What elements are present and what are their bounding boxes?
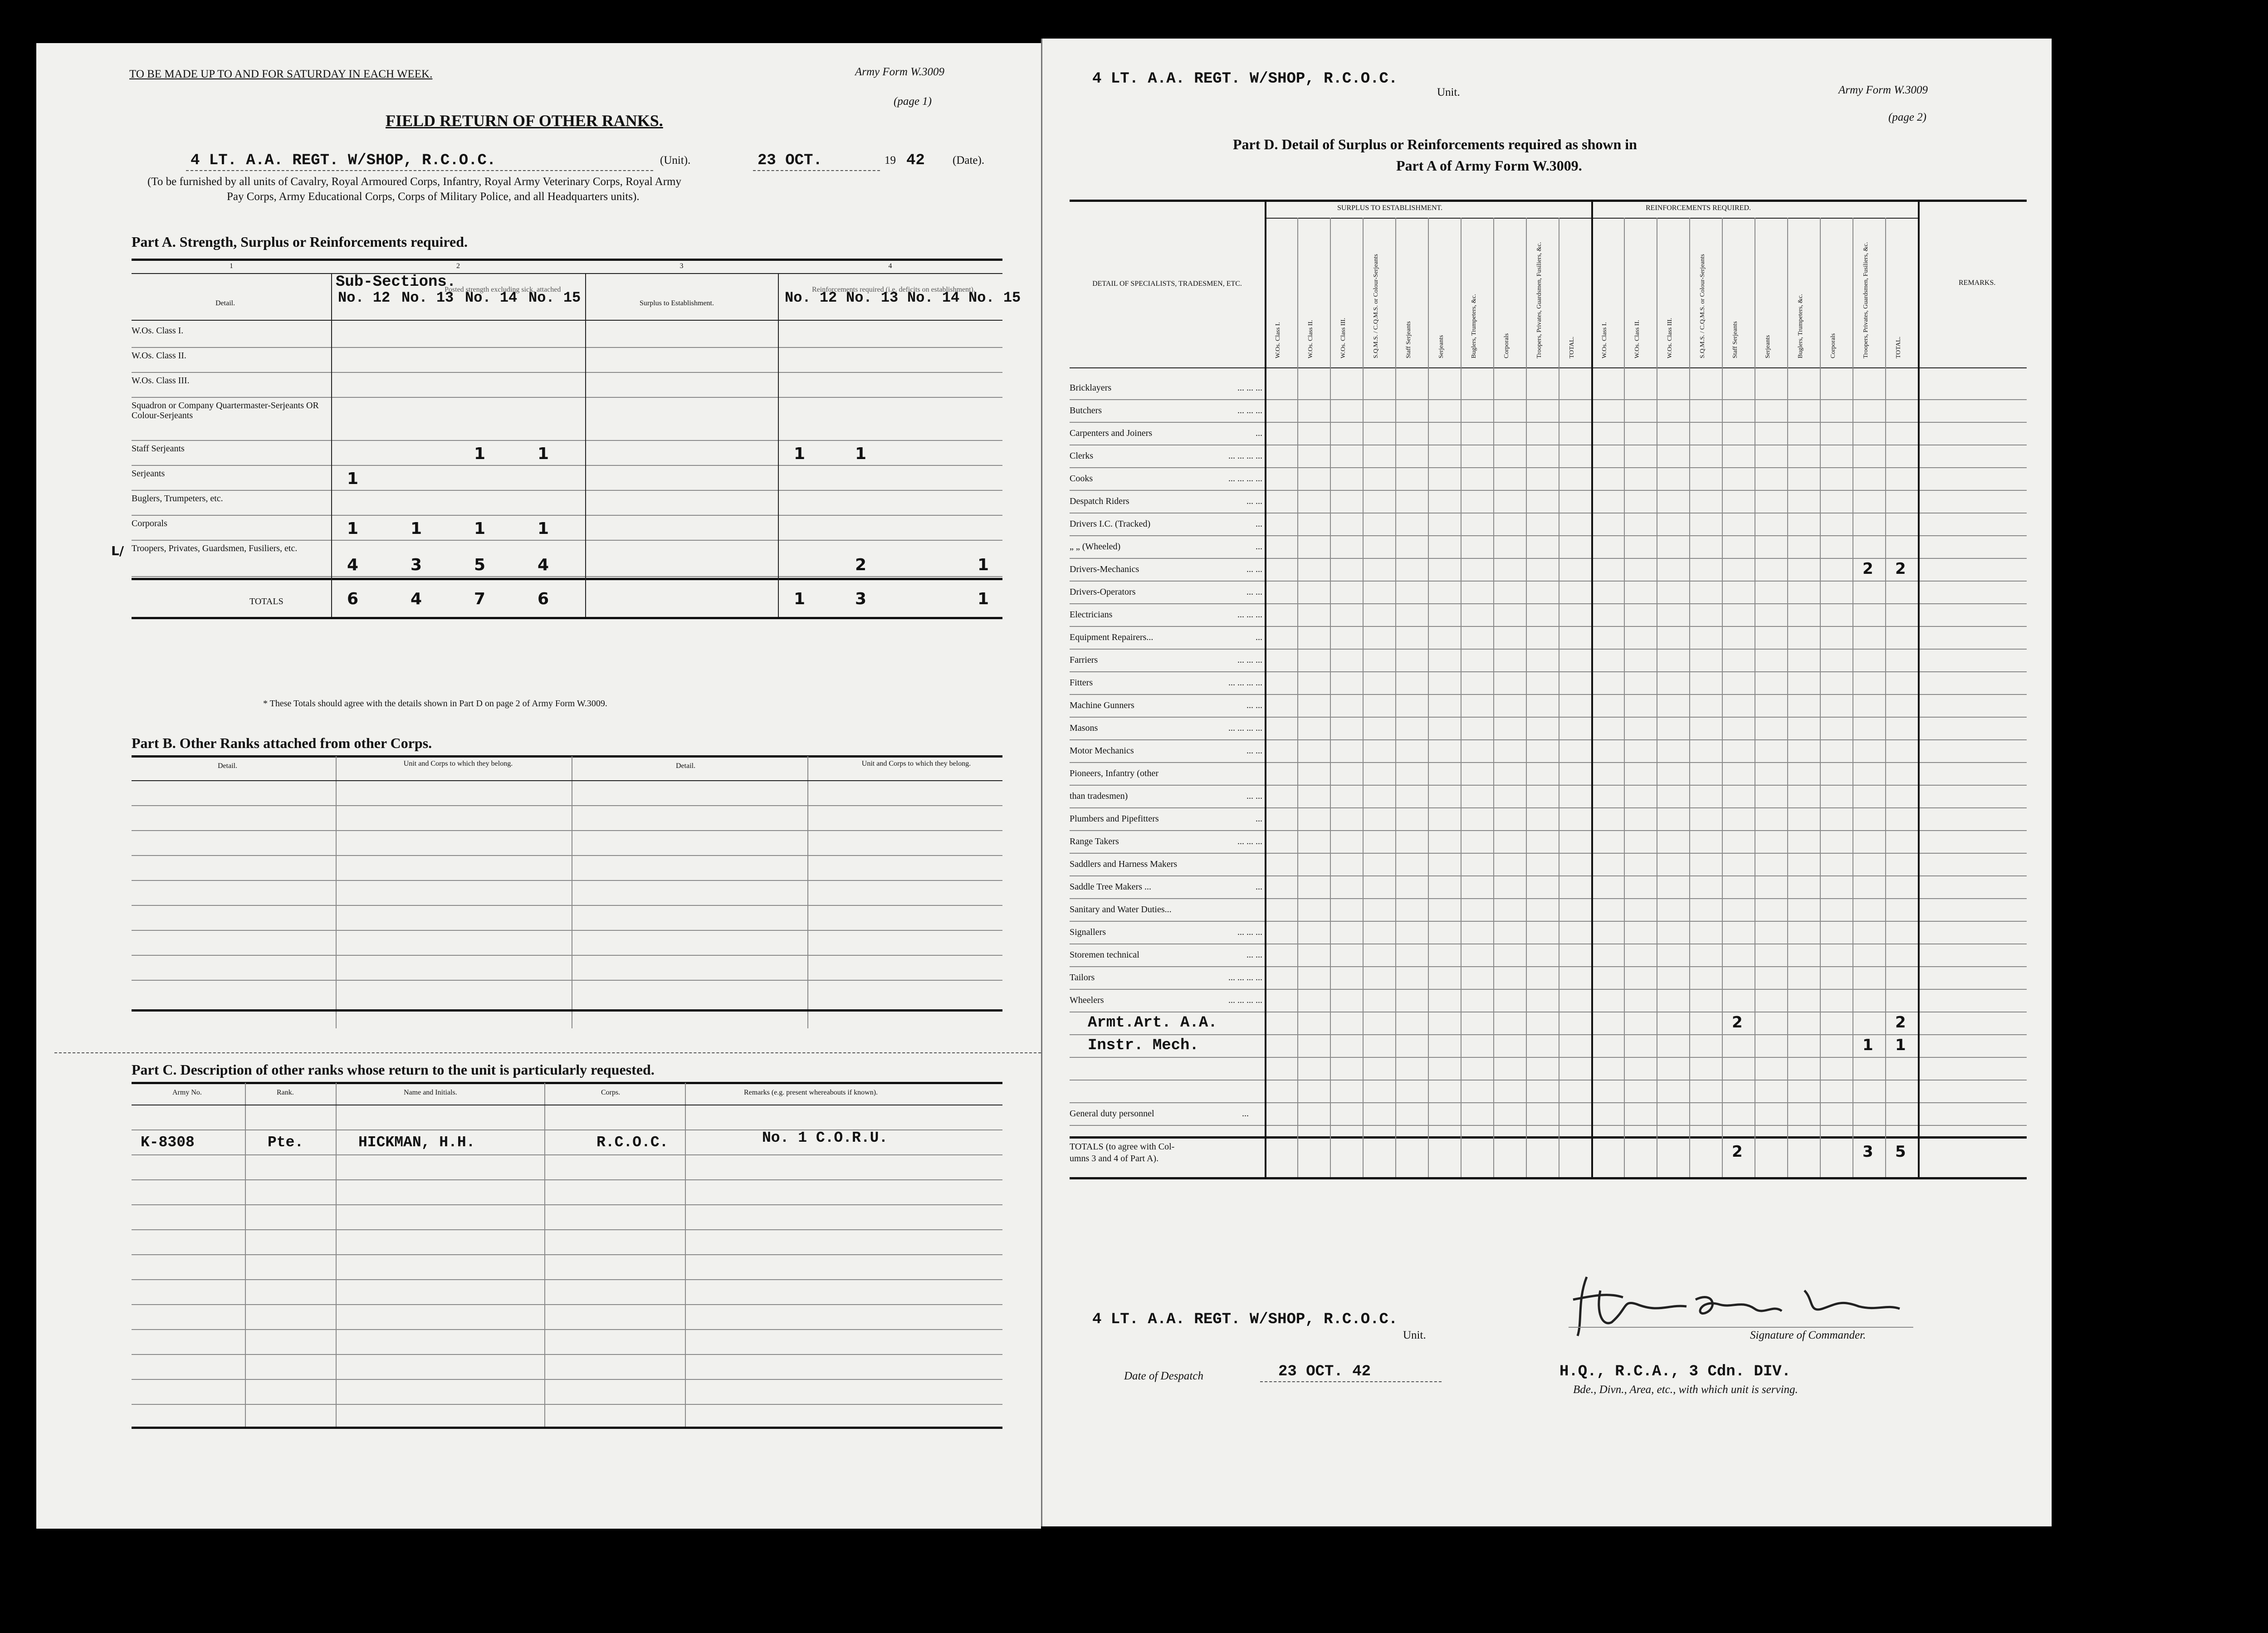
trade-dots: ... ... ... [1237, 655, 1262, 665]
part-d-row-rule [1070, 807, 2027, 808]
trade-dots: ... ... [1246, 496, 1262, 506]
part-d-row-rule [1070, 490, 2027, 491]
part-d-surplus-col-header: Troopers, Privates, Guardsmen, Fusiliers, &c. [1536, 242, 1543, 358]
despatch-label: Date of Despatch [1124, 1370, 1203, 1382]
trade-dots: ... [1256, 519, 1262, 529]
part-d-col-rule [1395, 218, 1396, 1177]
part-d-reinf-col-header: W.Os. Class I. [1601, 322, 1608, 358]
part-a-row-label: Serjeants [132, 469, 165, 479]
part-a-row-label: W.Os. Class II. [132, 351, 186, 361]
posted-strength-header: Posted strength excluding sick, attached [445, 286, 561, 293]
page2-unit-label: Unit. [1437, 86, 1460, 98]
part-d-col-rule [1330, 218, 1331, 1177]
part-a-row-rule [132, 465, 1002, 466]
part-c-row-rule [132, 1404, 1002, 1405]
part-d-surplus-col-header: Serjeants [1438, 335, 1445, 358]
trade-label: Equipment Repairers... [1070, 632, 1154, 642]
part-a-table [111, 259, 1021, 705]
part-d-reinf-col-header: S.Q.M.S. / C.Q.M.S. or Colour-Serjeants [1699, 254, 1706, 358]
form-page-1 [36, 43, 1041, 1529]
part-d-title-2: Part A of Army Form W.3009. [1396, 157, 1582, 174]
trade-dots: ... ... ... [1237, 406, 1262, 416]
part-a-reinforcement-value: 2 [855, 556, 867, 574]
part-d-row-rule [1070, 717, 2027, 718]
part-d-col-rule [1526, 218, 1527, 1177]
part-d-col-rule [1885, 218, 1886, 1177]
part-d-row-rule [1070, 467, 2027, 468]
unit-value: 4 LT. A.A. REGT. W/SHOP, R.C.O.C. [191, 152, 496, 169]
part-d-reinf-header: REINFORCEMENTS REQUIRED. [1646, 204, 1751, 212]
footer-unit-label: Unit. [1403, 1329, 1426, 1341]
part-d-col-rule [1820, 218, 1821, 1177]
part-d-col-rule [1722, 218, 1723, 1177]
part-d-row-rule [1070, 898, 2027, 899]
page-label: (page 1) [894, 95, 932, 108]
trade-label: Plumbers and Pipefitters [1070, 814, 1159, 824]
part-d-surplus-col-header: W.Os. Class II. [1307, 320, 1314, 358]
instruction-note-1: (To be furnished by all units of Cavalry, Royal Armoured Corps, Infantry, Royal Army Veterinary Corps, Royal Army [147, 176, 681, 188]
part-c-row-rule [132, 1279, 1002, 1280]
trade-label: than tradesmen) [1070, 791, 1128, 801]
part-d-row-rule [1070, 762, 2027, 763]
trade-dots: ... [1256, 542, 1262, 552]
trade-label: Masons [1070, 723, 1098, 733]
part-d-cell-value: 1 [1895, 1036, 1906, 1054]
part-c-name: HICKMAN, H.H. [358, 1134, 475, 1151]
form-number: Army Form W.3009 [855, 66, 944, 78]
part-b-row-rule [132, 855, 1002, 856]
part-d-surplus-col-header: W.Os. Class I. [1275, 322, 1281, 358]
part-d-cell-value: 2 [1862, 560, 1873, 578]
trade-dots: ... ... [1246, 791, 1262, 801]
part-d-reinf-col-header: Buglers, Trumpeters, &c. [1797, 294, 1804, 358]
sub-section-number: No. 12 [785, 289, 837, 306]
part-a-posted-value: 4 [347, 556, 359, 574]
part-a-row-label: Corporals [132, 518, 167, 528]
part-d-row-rule [1070, 671, 2027, 672]
trade-label: Signallers [1070, 927, 1106, 937]
trade-dots: ... ... ... [1237, 836, 1262, 846]
despatch-value: 23 OCT. 42 [1278, 1363, 1371, 1380]
date-label: (Date). [953, 154, 985, 166]
part-d-col-rule [1591, 200, 1593, 1177]
part-d-cell-value: 2 [1895, 560, 1906, 578]
part-a-row-rule [132, 576, 1002, 577]
part-d-row-rule [1070, 966, 2027, 967]
part-b-row-rule [132, 955, 1002, 956]
trade-dots: ... ... ... ... [1228, 451, 1262, 461]
part-d-row-rule [1070, 921, 2027, 922]
part-c-row-rule [132, 1229, 1002, 1230]
trade-dots: ... [1256, 632, 1262, 642]
part-d-row-rule [1070, 626, 2027, 627]
trade-label: Sanitary and Water Duties... [1070, 905, 1172, 914]
part-a-posted-value: 1 [538, 519, 549, 538]
part-d-cell-value: 1 [1862, 1036, 1873, 1054]
part-d-row-rule [1070, 1102, 2027, 1103]
part-a-reinforcement-value: 1 [794, 445, 806, 463]
part-a-row-label: Troopers, Privates, Guardsmen, Fusiliers, etc. [132, 543, 298, 553]
part-c-rank: Pte. [268, 1134, 304, 1151]
date-day-month: 23 OCT. [758, 152, 822, 169]
part-d-title-1: Part D. Detail of Surplus or Reinforcements required as shown in [1233, 136, 1637, 152]
part-a-posted-value: 4 [538, 556, 549, 574]
part-b-header-detail-2: Detail. [676, 762, 696, 770]
trade-dots: ... ... [1246, 700, 1262, 710]
part-a-posted-value: 1 [538, 445, 549, 463]
part-b-row-rule [132, 830, 1002, 831]
part-d-total-value: 2 [1732, 1143, 1743, 1161]
part-c-row-rule [132, 1154, 1002, 1155]
part-a-row-rule [132, 372, 1002, 373]
part-a-posted-value: 1 [474, 519, 486, 538]
part-c-corps: R.C.O.C. [596, 1134, 669, 1151]
part-d-surplus-col-header: TOTAL. [1569, 336, 1575, 358]
part-a-col-rule [778, 273, 779, 617]
date-year: 42 [906, 152, 925, 169]
part-d-row-rule [1070, 603, 2027, 604]
trade-label: Saddlers and Harness Makers [1070, 859, 1178, 869]
part-a-total-reinforcement: 1 [794, 590, 806, 608]
part-a-col-rule [331, 273, 332, 617]
part-a-col-number: 1 [230, 262, 233, 270]
part-c-row-rule [132, 1379, 1002, 1380]
part-c-row-rule [132, 1329, 1002, 1330]
part-d-remarks-header: REMARKS. [1959, 279, 1996, 287]
part-d-surplus-col-header: Staff Serjeants [1405, 321, 1412, 358]
part-d-col-rule [1297, 218, 1298, 1177]
trade-dots: ... ... [1246, 950, 1262, 960]
part-d-row-rule [1070, 581, 2027, 582]
part-d-row-rule [1070, 785, 2027, 786]
part-a-col-rule [585, 273, 586, 617]
part-d-row-rule [1070, 535, 2027, 536]
page2-form-number: Army Form W.3009 [1838, 84, 1928, 96]
part-c-header-rank: Rank. [277, 1089, 294, 1096]
part-d-col-rule [1918, 200, 1920, 1177]
part-d-reinf-col-header: Serjeants [1765, 335, 1771, 358]
part-d-detail-header: DETAIL OF SPECIALISTS, TRADESMEN, ETC. [1092, 280, 1242, 288]
trade-label: „ „ (Wheeled) [1070, 542, 1121, 552]
part-d-reinf-col-header: TOTAL. [1895, 336, 1902, 358]
formation-label: Bde., Divn., Area, etc., with which unit is serving. [1573, 1384, 1798, 1396]
trade-label: Pioneers, Infantry (other [1070, 768, 1159, 778]
trade-dots: ... [1256, 814, 1262, 824]
part-a-row-rule [132, 347, 1002, 348]
trade-label: Wheelers [1070, 995, 1104, 1005]
trade-label: Motor Mechanics [1070, 746, 1134, 756]
part-d-reinf-col-header: W.Os. Class II. [1634, 320, 1641, 358]
part-a-posted-value: 1 [347, 519, 359, 538]
part-a-total-reinforcement: 3 [855, 590, 867, 608]
part-a-top-rule [132, 259, 1002, 261]
part-d-reinf-col-header: Corporals [1830, 333, 1837, 358]
part-a-bottom-rule [132, 617, 1002, 619]
part-a-row-rule [132, 490, 1002, 491]
part-d-row-rule [1070, 694, 2027, 695]
part-d-row-rule [1070, 1125, 2027, 1126]
trade-dots: ... ... ... ... [1228, 995, 1262, 1005]
part-a-posted-value: 5 [474, 556, 486, 574]
trade-dots: ... [1256, 428, 1262, 438]
part-a-total-posted: 6 [347, 590, 359, 608]
part-d-row-rule [1070, 422, 2027, 423]
sub-sections-label: Sub-Sections. [336, 274, 456, 291]
trade-label: Despatch Riders [1070, 496, 1129, 506]
sub-section-number: No. 14 [465, 289, 518, 306]
part-a-total-posted: 4 [411, 590, 422, 608]
form-title: FIELD RETURN OF OTHER RANKS. [386, 112, 663, 130]
trade-label: Carpenters and Joiners [1070, 428, 1153, 438]
part-d-total-value: 5 [1895, 1143, 1906, 1161]
part-a-row-label: W.Os. Class I. [132, 326, 184, 336]
trade-label: Tailors [1070, 973, 1095, 983]
sub-section-number: No. 13 [846, 289, 899, 306]
part-d-surplus-col-header: Corporals [1503, 333, 1510, 358]
sub-section-number: No. 13 [401, 289, 454, 306]
form-page-2 [1041, 39, 2052, 1526]
part-d-col-rule [1493, 218, 1494, 1177]
trade-dots: ... ... ... [1237, 927, 1262, 937]
trade-label: Storemen technical [1070, 950, 1139, 960]
part-a-total-reinforcement: 1 [978, 590, 989, 608]
part-b-title: Part B. Other Ranks attached from other Corps. [132, 735, 432, 751]
part-c-row-rule [132, 1304, 1002, 1305]
part-d-col-rule [1787, 218, 1788, 1177]
part-d-col-rule [1428, 218, 1429, 1177]
part-a-title: Part A. Strength, Surplus or Reinforcements required. [132, 234, 468, 250]
part-a-reinforcement-value: 1 [978, 556, 989, 574]
instruction-note-2: Pay Corps, Army Educational Corps, Corps of Military Police, and all Headquarters units). [227, 191, 640, 203]
part-b-row-rule [132, 980, 1002, 981]
formation-value: H.Q., R.C.A., 3 Cdn. DIV. [1559, 1363, 1791, 1380]
part-c-header-name: Name and Initials. [404, 1089, 457, 1096]
part-a-row-label: Buglers, Trumpeters, etc. [132, 494, 223, 504]
part-d-row-rule [1070, 853, 2027, 854]
part-d-bottom-rule [1070, 1177, 2027, 1179]
part-b-header-unit-1: Unit and Corps to which they belong. [403, 760, 513, 768]
part-a-detail-header: Detail. [215, 299, 235, 307]
part-a-subheader-rule [132, 320, 1002, 321]
part-a-col-number: 2 [456, 262, 460, 270]
trade-dots: ... ... [1246, 587, 1262, 597]
part-d-col-rule [1624, 218, 1625, 1177]
part-d-row-rule [1070, 1057, 2027, 1058]
part-d-surplus-col-header: W.Os. Class III. [1340, 318, 1347, 358]
part-a-row-label: Staff Serjeants [132, 444, 185, 454]
reinforcements-header: Reinforcements required (i.e. deficits on establishment). [812, 286, 975, 293]
trade-dots: ... ... [1246, 746, 1262, 756]
date-year-prefix: 19 [885, 154, 896, 166]
part-d-totals-label-2: umns 3 and 4 of Part A). [1070, 1154, 1159, 1164]
trade-label: Cooks [1070, 474, 1093, 484]
part-d-row-rule [1070, 875, 2027, 876]
page2-unit-value: 4 LT. A.A. REGT. W/SHOP, R.C.O.C. [1092, 70, 1398, 88]
part-d-reinf-col-header: Troopers, Privates, Guardsmen, Fusiliers, &c. [1862, 242, 1869, 358]
part-d-total-value: 3 [1862, 1143, 1873, 1161]
part-d-row-rule [1070, 558, 2027, 559]
trade-dots: ... ... ... [1237, 610, 1262, 620]
trade-label: Fitters [1070, 678, 1093, 688]
part-b-row-rule [132, 880, 1002, 881]
part-d-row-rule [1070, 989, 2027, 990]
part-c-row-rule [132, 1254, 1002, 1255]
part-a-row-label: Squadron or Company Quartermaster-Serjeants OR Colour-Serjeants [132, 401, 319, 420]
part-a-footnote: * These Totals should agree with the details shown in Part D on page 2 of Army Form W.3009. [263, 699, 607, 709]
part-d-surplus-header: SURPLUS TO ESTABLISHMENT. [1337, 204, 1443, 212]
typed-trade-label: Armt.Art. A.A. [1088, 1014, 1217, 1032]
part-a-totals-label: TOTALS [249, 596, 284, 606]
part-d-row-rule [1070, 649, 2027, 650]
part-a-header-rule [132, 273, 1002, 274]
general-duty-label: General duty personnel [1070, 1109, 1154, 1119]
trade-dots: ... ... ... ... [1228, 474, 1262, 484]
part-d-surplus-col-header: S.Q.M.S. / C.Q.M.S. or Colour-Serjeants [1373, 254, 1379, 358]
sub-section-number: No. 15 [528, 289, 581, 306]
part-b-header-detail-1: Detail. [218, 762, 238, 770]
part-b-row-rule [132, 905, 1002, 906]
part-c-row-rule [132, 1354, 1002, 1355]
part-d-cell-value: 2 [1732, 1013, 1743, 1032]
part-c-remarks: No. 1 C.O.R.U. [762, 1129, 888, 1146]
part-d-top-rule [1070, 200, 2027, 202]
part-a-row-rule [132, 440, 1002, 441]
margin-mark: L/ [111, 543, 124, 558]
instruction-heading: TO BE MADE UP TO AND FOR SATURDAY IN EACH WEEK. [129, 68, 433, 80]
part-a-col-number: 3 [679, 262, 684, 270]
footer-unit-value: 4 LT. A.A. REGT. W/SHOP, R.C.O.C. [1092, 1311, 1398, 1328]
part-a-posted-value: 1 [347, 469, 359, 488]
part-a-reinforcement-value: 1 [855, 445, 867, 463]
part-d-reinf-col-header: Staff Serjeants [1732, 321, 1739, 358]
part-a-row-rule [132, 515, 1002, 516]
trade-dots: ... ... ... ... [1228, 723, 1262, 733]
part-a-posted-value: 3 [411, 556, 422, 574]
part-d-reinf-col-header: W.Os. Class III. [1667, 318, 1673, 358]
part-a-row-label: W.Os. Class III. [132, 376, 190, 386]
trade-label: Farriers [1070, 655, 1098, 665]
signature-label: Signature of Commander. [1750, 1329, 1866, 1341]
part-c-header-corps: Corps. [601, 1089, 621, 1096]
part-d-surplus-col-header: Buglers, Trumpeters, &c. [1471, 294, 1477, 358]
trade-label: Butchers [1070, 406, 1102, 416]
part-d-table [1070, 200, 2027, 1311]
part-d-totals-label-1: TOTALS (to agree with Col- [1070, 1142, 1175, 1152]
trade-label: Saddle Tree Makers ... [1070, 882, 1151, 892]
general-duty-dots: ... [1242, 1109, 1249, 1119]
part-b-header-unit-2: Unit and Corps to which they belong. [861, 760, 971, 768]
trade-label: Electricians [1070, 610, 1113, 620]
part-d-col-rule [1689, 218, 1690, 1177]
trade-label: Drivers-Operators [1070, 587, 1136, 597]
part-a-total-posted: 6 [538, 590, 549, 608]
trade-dots: ... [1256, 882, 1262, 892]
trade-label: Drivers I.C. (Tracked) [1070, 519, 1151, 529]
part-d-detail-col-rule [1265, 200, 1266, 1177]
trade-dots: ... ... ... ... [1228, 973, 1262, 983]
page2-page-label: (page 2) [1888, 111, 1926, 123]
part-d-col-rule [1363, 218, 1364, 1177]
part-c-row-rule [132, 1204, 1002, 1205]
part-a-posted-value: 1 [411, 519, 422, 538]
part-c-header-remarks: Remarks (e.g. present whereabouts if known). [744, 1089, 878, 1096]
part-d-row-rule [1070, 830, 2027, 831]
trade-dots: ... ... ... [1237, 383, 1262, 393]
unit-label: (Unit). [660, 154, 691, 166]
sub-section-number: No. 12 [338, 289, 391, 306]
part-c-header-army-no: Army No. [172, 1089, 202, 1096]
part-c-title: Part C. Description of other ranks whose return to the unit is particularly requested. [132, 1061, 655, 1078]
part-d-cell-value: 2 [1895, 1013, 1906, 1032]
part-a-totals-rule [132, 578, 1002, 580]
part-a-posted-value: 1 [474, 445, 486, 463]
trade-label: Clerks [1070, 451, 1094, 461]
trade-label: Range Takers [1070, 836, 1119, 846]
part-c-row-rule [132, 1179, 1002, 1180]
trade-label: Bricklayers [1070, 383, 1112, 393]
part-c-army-no: K-8308 [141, 1134, 195, 1151]
surplus-header: Surplus to Establishment. [640, 299, 714, 307]
part-a-row-rule [132, 397, 1002, 398]
part-d-row-rule [1070, 739, 2027, 740]
part-d-header-rule [1070, 367, 2027, 368]
part-d-row-rule [1070, 1034, 2027, 1035]
trade-dots: ... ... [1246, 564, 1262, 574]
trade-label: Machine Gunners [1070, 700, 1134, 710]
part-b-row-rule [132, 930, 1002, 931]
trade-label: Drivers-Mechanics [1070, 564, 1139, 574]
part-a-row-rule [132, 540, 1002, 541]
part-a-total-posted: 7 [474, 590, 486, 608]
part-d-row-rule [1070, 1080, 2027, 1081]
typed-trade-label: Instr. Mech. [1088, 1037, 1199, 1054]
part-b-row-rule [132, 805, 1002, 806]
sub-section-number: No. 14 [907, 289, 960, 306]
part-d-row-rule [1070, 399, 2027, 400]
part-c-row-rule [132, 1129, 1002, 1130]
part-a-col-number: 4 [888, 262, 892, 270]
trade-dots: ... ... ... ... [1228, 678, 1262, 688]
part-d-totals-rule [1070, 1136, 2027, 1139]
sub-section-number: No. 15 [968, 289, 1021, 306]
